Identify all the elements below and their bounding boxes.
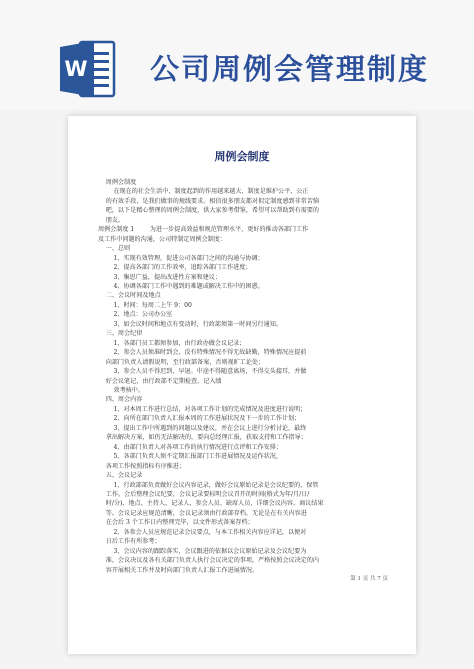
document-line: 效考核中。 xyxy=(98,386,144,394)
document-line: 三、周会纪律 xyxy=(98,330,143,338)
document-line: 在会后 3 个工作日内整理完毕，以文件形式备案存档； xyxy=(98,519,254,527)
document-line: 4、协调各部门工作中遇到的难题或解决工作中的困惑。 xyxy=(98,282,264,290)
document-line: 2、向所在部门负责人汇报本周的工作进展状况及下一步的工作计划； xyxy=(98,415,301,423)
banner-title: 公司周例会管理制度 xyxy=(150,52,430,86)
document-line: 3、集思广益，提出改进性方案和建议； xyxy=(98,273,221,281)
document-line: 二、会议时间及地点 xyxy=(98,292,161,300)
document-line: 周例会制度 1 为进一步提高效益和规范管理水平，更好的推动各部门工作 xyxy=(98,226,309,234)
page-number: 第 1 页 共 7 页 xyxy=(350,576,388,582)
document-line: 日后工作有所参考； xyxy=(98,538,161,546)
document-line: 1、对本周工作进行总结，对各项工作计划的完成情况及进度进行说明； xyxy=(98,405,307,413)
svg-text:W: W xyxy=(64,57,88,81)
document-line: 1、各部门员工都须参加，由行政办做会议记录； xyxy=(98,339,246,347)
document-line: 在现在的社会生活中，制度起到的作用越来越大，制度是维护公平、公正 xyxy=(98,188,309,196)
document-title: 周例会制度 xyxy=(214,150,270,163)
document-line: 2、参会人员须准时到会，没有特殊情况不得无故缺勤，特殊情况应提前 xyxy=(98,349,307,357)
document-line: 5、各部门负责人须不定期汇报部门工作进展情况及运作状况， xyxy=(98,453,282,461)
document-line: 吧，以下是精心整理的周例会制度，供大家参考借鉴，希望可以帮助到有需要的 xyxy=(98,207,320,215)
document-line: 时/分)、地点、主持人、记录人、参会人员、缺席人员，详细会议内容、商议结果 xyxy=(98,500,324,508)
document-line: 容开展相关工作并及时向部门负责人汇报工作进展情况。 xyxy=(98,566,259,574)
document-line: 3、如会议时间和地点有变动时，行政部须第一时间另行通知。 xyxy=(98,320,282,328)
document-line: 4、由部门负责人对各项工作的执行情况进行点评和工作安排； xyxy=(98,443,282,451)
document-line: 四、周会内容 xyxy=(98,396,143,404)
document-line: 好会议笔记，由行政部不定期检查，记入绩 xyxy=(98,377,222,385)
document-line: 拿出解决方案，如仍无法解决的，要向总经理汇报，获取支持和工作指导； xyxy=(98,434,307,442)
document-line: 及工作中问题的沟通，公司特制定周例会制度： xyxy=(98,235,226,243)
document-line: 一、总则 xyxy=(98,245,131,253)
document-line: 五、会议记录 xyxy=(98,472,143,480)
document-line: 朋友。 xyxy=(98,216,125,224)
document-line: 2、各参会人员应规范记录会议要点，与本工作相关内容应详记，以便对 xyxy=(98,528,307,536)
document-line: 各项工作按照指标有序推进； xyxy=(98,462,185,470)
document-line: 向部门负责人请假说明，至行政部备案，否则视旷工论处； xyxy=(98,358,265,366)
document-line: 3、参会人员不得迟到，早退。中途不得随意离场，不得交头接耳，并做 xyxy=(98,368,307,376)
document-line: 工作。会后整理会议纪要，会议记录要标明会议召开的时间(格式为年/月/日/ xyxy=(98,490,310,498)
document-line: 准，会议决议及各有关部门负责人执行会议决定的事项，严格按照会议决定的内 xyxy=(98,557,320,565)
document-banner xyxy=(0,0,474,110)
document-line: 等。会议记录应规范清晰，会议记录须由行政部存档，无论是在有关内容进 xyxy=(98,509,307,517)
document-line: 1、时间：每周二上午 9：00 xyxy=(98,301,192,309)
document-page xyxy=(68,116,416,654)
word-document-icon xyxy=(60,38,116,100)
document-line: 1、行政部部负责做好会议内容记录，做好会议原始记录是会议纪要的，保管 xyxy=(98,481,319,489)
document-line: 2、地点：公司办公室 xyxy=(98,311,173,319)
document-line: 1、实现有效管理，促进公司各部门之间的沟通与协调； xyxy=(98,254,264,262)
document-line: 3、提出工作中所遇到的问题以及建议，并在会议上进行分析讨论，最终 xyxy=(98,424,307,432)
document-line: 2、提高各部门的工作效率，追踪各部门工作进度； xyxy=(98,264,252,272)
document-line: 的有效手段，是我们做事的规线要求。相信很多朋友都对拟定制度感到非常苦恼 xyxy=(98,197,320,205)
document-body xyxy=(98,178,390,575)
document-line: 3、会议内容的跟踪落实，会议跟进的依据以会议原始记录及会议纪要为 xyxy=(98,547,307,555)
document-line: 周例会制度 xyxy=(98,179,137,186)
